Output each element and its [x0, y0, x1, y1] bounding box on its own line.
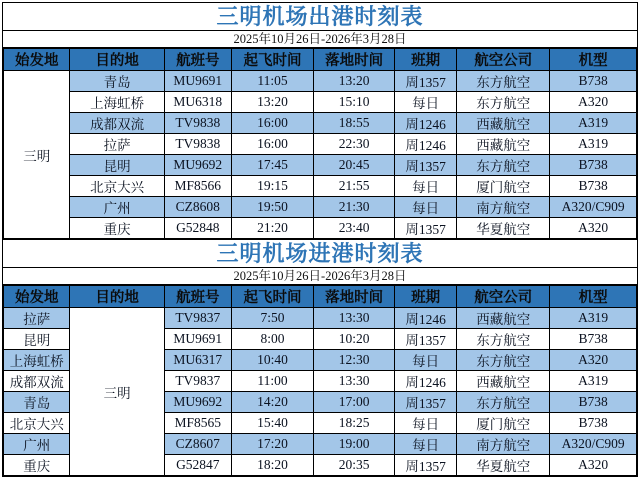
- cell-takeoff-time: 17:45: [231, 155, 313, 176]
- cell-aircraft: A320: [550, 218, 637, 239]
- departure-table-title: 三明机场出港时刻表: [3, 3, 637, 31]
- cell-aircraft: A319: [550, 371, 637, 392]
- cell-days: 周1357: [395, 329, 457, 350]
- cell-days: 每日: [395, 92, 457, 113]
- flight-schedule-page: [2, 2, 638, 477]
- cell-days: 每日: [395, 434, 457, 455]
- cell-takeoff-time: 11:00: [231, 371, 313, 392]
- col-header-flight-no: 航班号: [164, 49, 231, 71]
- merged-destination-cell: 三明: [70, 308, 164, 476]
- cell-days: 周1246: [395, 134, 457, 155]
- cell-airline: 南方航空: [457, 434, 550, 455]
- col-header-flight-no: 航班号: [164, 286, 231, 308]
- cell-city: 成都双流: [70, 113, 164, 134]
- col-header-takeoff-time: 起飞时间: [231, 286, 313, 308]
- departure-schedule-table: [2, 2, 638, 240]
- cell-days: 周1246: [395, 371, 457, 392]
- cell-aircraft: B738: [550, 329, 637, 350]
- cell-landing-time: 15:10: [314, 92, 395, 113]
- cell-days: 每日: [395, 350, 457, 371]
- cell-city: 青岛: [70, 71, 164, 92]
- cell-aircraft: B738: [550, 413, 637, 434]
- cell-city: 拉萨: [4, 308, 70, 329]
- cell-aircraft: A320: [550, 92, 637, 113]
- col-header-days: 班期: [395, 286, 457, 308]
- cell-city: 重庆: [4, 455, 70, 476]
- col-header-landing-time: 落地时间: [314, 286, 395, 308]
- arrival-schedule-table: [2, 239, 638, 477]
- cell-days: 每日: [395, 197, 457, 218]
- col-header-takeoff-time: 起飞时间: [231, 49, 313, 71]
- arrival-date-range: 2025年10月26日-2026年3月28日: [3, 268, 637, 285]
- table-row: [4, 155, 637, 176]
- cell-flight-no: G52847: [164, 455, 231, 476]
- col-header-destination: 目的地: [70, 49, 164, 71]
- col-header-airline: 航空公司: [457, 49, 550, 71]
- col-header-days: 班期: [395, 49, 457, 71]
- cell-airline: 东方航空: [457, 392, 550, 413]
- cell-landing-time: 13:30: [314, 308, 395, 329]
- cell-aircraft: A320/C909: [550, 434, 637, 455]
- cell-takeoff-time: 19:15: [231, 176, 313, 197]
- cell-days: 周1357: [395, 155, 457, 176]
- cell-takeoff-time: 16:00: [231, 134, 313, 155]
- cell-landing-time: 21:55: [314, 176, 395, 197]
- cell-airline: 东方航空: [457, 329, 550, 350]
- cell-flight-no: MU9692: [164, 392, 231, 413]
- col-header-origin: 始发地: [4, 286, 70, 308]
- table-row: [4, 71, 637, 92]
- col-header-aircraft: 机型: [550, 49, 637, 71]
- cell-flight-no: TV9838: [164, 113, 231, 134]
- cell-aircraft: A320: [550, 455, 637, 476]
- arrival-table-header: [4, 286, 637, 308]
- cell-flight-no: MU9692: [164, 155, 231, 176]
- cell-aircraft: A320/C909: [550, 197, 637, 218]
- cell-city: 广州: [70, 197, 164, 218]
- cell-aircraft: B738: [550, 71, 637, 92]
- cell-airline: 南方航空: [457, 197, 550, 218]
- cell-days: 周1357: [395, 455, 457, 476]
- departure-table-body: [4, 71, 637, 239]
- cell-airline: 东方航空: [457, 92, 550, 113]
- cell-landing-time: 12:30: [314, 350, 395, 371]
- departure-table: [3, 48, 637, 239]
- cell-flight-no: G52848: [164, 218, 231, 239]
- col-header-destination: 目的地: [70, 286, 164, 308]
- cell-landing-time: 13:30: [314, 371, 395, 392]
- cell-airline: 厦门航空: [457, 413, 550, 434]
- cell-landing-time: 10:20: [314, 329, 395, 350]
- table-row: [4, 134, 637, 155]
- cell-landing-time: 13:20: [314, 71, 395, 92]
- cell-landing-time: 20:35: [314, 455, 395, 476]
- cell-city: 重庆: [70, 218, 164, 239]
- cell-landing-time: 21:30: [314, 197, 395, 218]
- cell-landing-time: 20:45: [314, 155, 395, 176]
- cell-airline: 东方航空: [457, 71, 550, 92]
- table-row: [4, 308, 637, 329]
- cell-aircraft: A319: [550, 134, 637, 155]
- cell-days: 周1357: [395, 218, 457, 239]
- cell-city: 北京大兴: [4, 413, 70, 434]
- table-row: [4, 176, 637, 197]
- cell-city: 北京大兴: [70, 176, 164, 197]
- cell-airline: 西藏航空: [457, 134, 550, 155]
- cell-takeoff-time: 19:50: [231, 197, 313, 218]
- cell-flight-no: TV9837: [164, 308, 231, 329]
- cell-airline: 华夏航空: [457, 455, 550, 476]
- cell-aircraft: B738: [550, 155, 637, 176]
- cell-takeoff-time: 17:20: [231, 434, 313, 455]
- cell-landing-time: 22:30: [314, 134, 395, 155]
- cell-aircraft: B738: [550, 176, 637, 197]
- merged-origin-cell: 三明: [4, 71, 70, 239]
- cell-city: 拉萨: [70, 134, 164, 155]
- arrival-table-body: [4, 308, 637, 476]
- cell-city: 昆明: [4, 329, 70, 350]
- cell-takeoff-time: 18:20: [231, 455, 313, 476]
- cell-flight-no: MU6318: [164, 92, 231, 113]
- cell-flight-no: MF8565: [164, 413, 231, 434]
- col-header-aircraft: 机型: [550, 286, 637, 308]
- arrival-table-title: 三明机场进港时刻表: [3, 240, 637, 268]
- cell-aircraft: A319: [550, 113, 637, 134]
- cell-days: 每日: [395, 413, 457, 434]
- cell-takeoff-time: 10:40: [231, 350, 313, 371]
- cell-aircraft: A319: [550, 308, 637, 329]
- cell-takeoff-time: 7:50: [231, 308, 313, 329]
- cell-takeoff-time: 14:20: [231, 392, 313, 413]
- cell-airline: 东方航空: [457, 350, 550, 371]
- cell-landing-time: 17:00: [314, 392, 395, 413]
- table-row: [4, 218, 637, 239]
- departure-table-header: [4, 49, 637, 71]
- cell-airline: 西藏航空: [457, 113, 550, 134]
- cell-city: 成都双流: [4, 371, 70, 392]
- cell-days: 每日: [395, 176, 457, 197]
- cell-airline: 西藏航空: [457, 308, 550, 329]
- departure-date-range: 2025年10月26日-2026年3月28日: [3, 31, 637, 48]
- cell-city: 青岛: [4, 392, 70, 413]
- table-row: [4, 113, 637, 134]
- cell-airline: 厦门航空: [457, 176, 550, 197]
- cell-flight-no: MU9691: [164, 71, 231, 92]
- cell-city: 上海虹桥: [70, 92, 164, 113]
- cell-takeoff-time: 15:40: [231, 413, 313, 434]
- cell-days: 周1246: [395, 308, 457, 329]
- cell-flight-no: CZ8608: [164, 197, 231, 218]
- cell-days: 周1246: [395, 113, 457, 134]
- cell-flight-no: TV9838: [164, 134, 231, 155]
- cell-city: 上海虹桥: [4, 350, 70, 371]
- cell-landing-time: 18:55: [314, 113, 395, 134]
- col-header-landing-time: 落地时间: [314, 49, 395, 71]
- cell-flight-no: TV9837: [164, 371, 231, 392]
- cell-airline: 西藏航空: [457, 371, 550, 392]
- cell-flight-no: MU9691: [164, 329, 231, 350]
- cell-flight-no: MF8566: [164, 176, 231, 197]
- col-header-origin: 始发地: [4, 49, 70, 71]
- table-row: [4, 197, 637, 218]
- cell-flight-no: CZ8607: [164, 434, 231, 455]
- arrival-table: [3, 285, 637, 476]
- cell-airline: 华夏航空: [457, 218, 550, 239]
- cell-takeoff-time: 8:00: [231, 329, 313, 350]
- cell-flight-no: MU6317: [164, 350, 231, 371]
- cell-takeoff-time: 16:00: [231, 113, 313, 134]
- col-header-airline: 航空公司: [457, 286, 550, 308]
- cell-days: 周1357: [395, 71, 457, 92]
- cell-landing-time: 23:40: [314, 218, 395, 239]
- cell-days: 周1357: [395, 392, 457, 413]
- cell-city: 昆明: [70, 155, 164, 176]
- cell-takeoff-time: 21:20: [231, 218, 313, 239]
- cell-aircraft: B738: [550, 392, 637, 413]
- cell-takeoff-time: 11:05: [231, 71, 313, 92]
- cell-city: 广州: [4, 434, 70, 455]
- cell-landing-time: 18:25: [314, 413, 395, 434]
- cell-takeoff-time: 13:20: [231, 92, 313, 113]
- cell-landing-time: 19:00: [314, 434, 395, 455]
- table-row: [4, 92, 637, 113]
- cell-airline: 东方航空: [457, 155, 550, 176]
- cell-aircraft: A320: [550, 350, 637, 371]
